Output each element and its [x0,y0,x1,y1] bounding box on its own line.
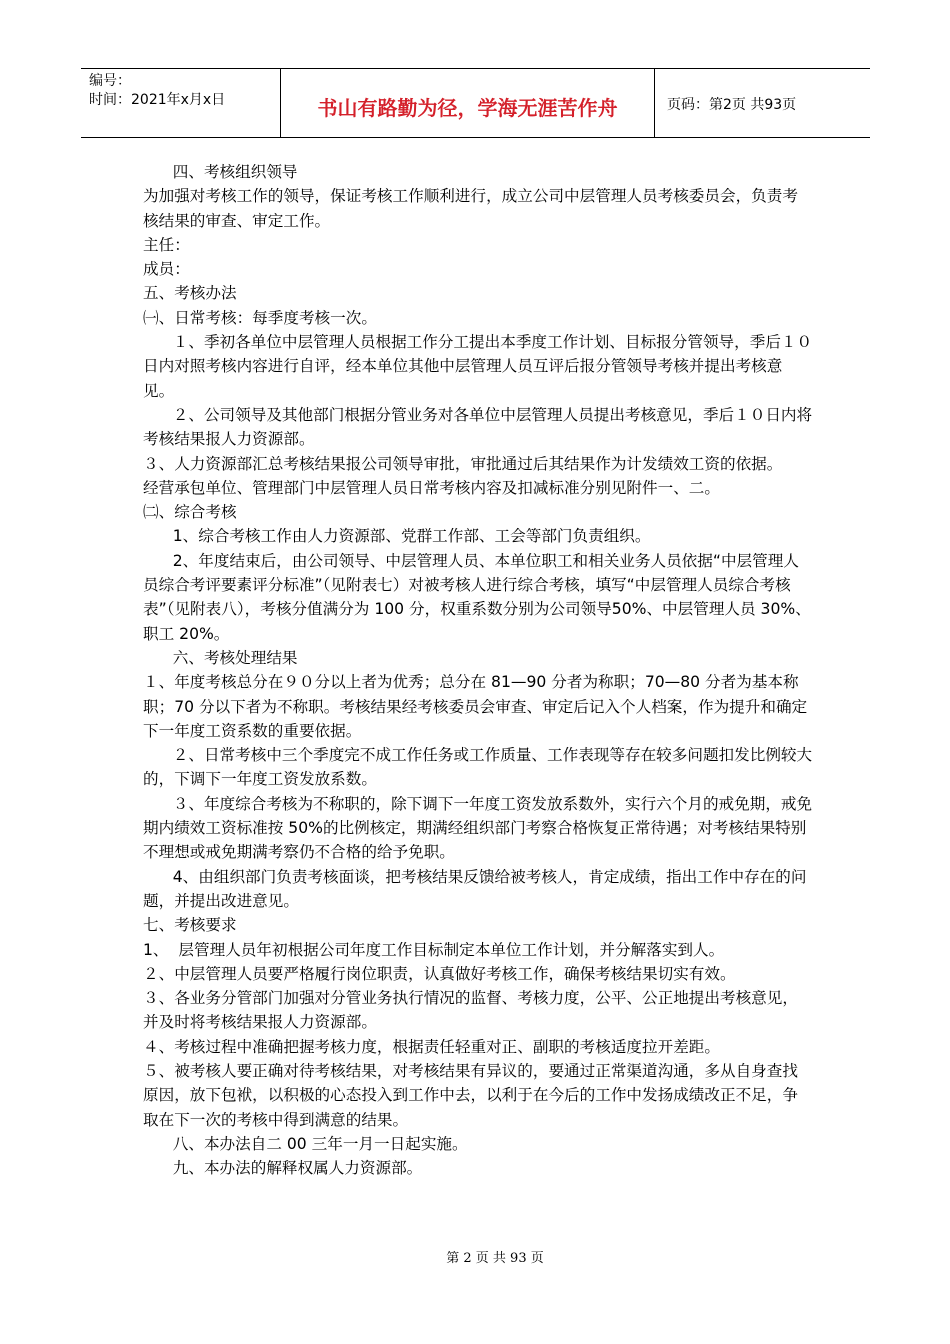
body-paragraph: 1、 层管理人员年初根据公司年度工作目标制定本单位工作计划，并分解落实到人。 [143,940,725,959]
body-paragraph: 八、本办法自二 00 三年一月一日起实施。 [143,1134,468,1153]
page-footer: 第 2 页 共 93 页 [446,1251,544,1266]
time-label: 时间：2021年x月x日 [89,92,226,108]
body-paragraph: ３、人力资源部汇总考核结果报公司领导审批，审批通过后其结果作为计发绩效工资的依据。 [143,454,783,473]
body-paragraph: 经营承包单位、管理部门中层管理人员日常考核内容及扣减标准分别见附件一、二。 [143,478,720,497]
page-header [81,68,870,138]
body-paragraph: １、年度考核总分在９０分以上者为优秀；总分在 81—90 分者为称职；70—80 分者为基本称职；70 分以下者为不称职。考核结果经考核委员会审查、审定后记入个人档案，作为提升和确定下一年度工资系数的重要依据。 [143,673,808,740]
body-paragraph: ２、中层管理人员要严格履行岗位职责，认真做好考核工作，确保考核结果切实有效。 [143,964,736,983]
body-paragraph: ㈡、综合考核 [143,503,237,522]
body-paragraph: 2、年度结束后，由公司领导、中层管理人员、本单位职工和相关业务人员依据“中层管理人员综合考评要素评分标准”（见附表七）对被考核人进行综合考核，填写“中层管理人员综合考核表”（见附表八），考核分值满分为 100 分，权重系数分别为公司领导50%、中层管理人员 30%、职工 20%。 [143,551,811,643]
body-paragraph: ㈠、日常考核：每季度考核一次。 [143,308,377,327]
body-paragraph: ３、年度综合考核为不称职的，除下调下一年度工资发放系数外，实行六个月的戒免期，戒免期内绩效工资标准按 50%的比例核定，期满经组织部门考察合格恢复正常待遇；对考核结果特别不理想或戒免期满考察仍不合格的给予免职。 [143,794,813,862]
body-paragraph: ３、各业务分管部门加强对分管业务执行情况的监督、考核力度，公平、公正地提出考核意见，并及时将考核结果报人力资源部。 [143,989,798,1032]
body-paragraph: １、季初各单位中层管理人员根据工作分工提出本季度工作计划、目标报分管领导，季后１０日内对照考核内容进行自评，经本单位其他中层管理人员互评后报分管领导考核并提出考核意见。 [143,333,813,400]
body-paragraph: 4、由组织部门负责考核面谈，把考核结果反馈给被考核人，肯定成绩，指出工作中存在的问题，并提出改进意见。 [143,867,807,910]
body-paragraph: 1、综合考核工作由人力资源部、党群工作部、工会等部门负责组织。 [143,527,651,546]
body-paragraph: 七、考核要求 [143,916,237,935]
body-paragraph: 四、考核组织领导 [143,163,298,181]
body-paragraph: ２、日常考核中三个季度完不成工作任务或工作质量、工作表现等存在较多问题扣发比例较大的，下调下一年度工资发放系数。 [143,746,813,789]
body-paragraph: 五、考核办法 [143,284,237,303]
body-paragraph: ５、被考核人要正确对待考核结果，对考核结果有异议的，要通过正常渠道沟通，多从自身查找原因，放下包袱，以积极的心态投入到工作中去，以利于在今后的工作中发扬成绩改正不足，争取在下一次的考核中得到满意的结果。 [143,1061,798,1129]
header-motto: 书山有路勤为径，学海无涯苦作舟 [281,69,655,137]
body-paragraph: ４、考核过程中准确把握考核力度，根据责任轻重对正、副职的考核适度拉开差距。 [143,1037,720,1056]
body-paragraph: 为加强对考核工作的领导，保证考核工作顺利进行，成立公司中层管理人员考核委员会，负责考核结果的审查、审定工作。 [143,187,798,230]
document-body [143,160,813,1180]
body-paragraph: 成员： [143,260,190,279]
body-paragraph: ２、公司领导及其他部门根据分管业务对各单位中层管理人员提出考核意见，季后１０日内将考核结果报人力资源部。 [143,405,813,449]
serial-label: 编号： [89,73,131,89]
body-paragraph: 九、本办法的解释权属人力资源部。 [143,1159,423,1178]
body-paragraph: 六、考核处理结果 [143,648,298,667]
body-paragraph: 主任： [143,235,190,254]
header-page-label: 页码：第2页 共93页 [667,97,797,113]
header-meta [81,69,281,137]
